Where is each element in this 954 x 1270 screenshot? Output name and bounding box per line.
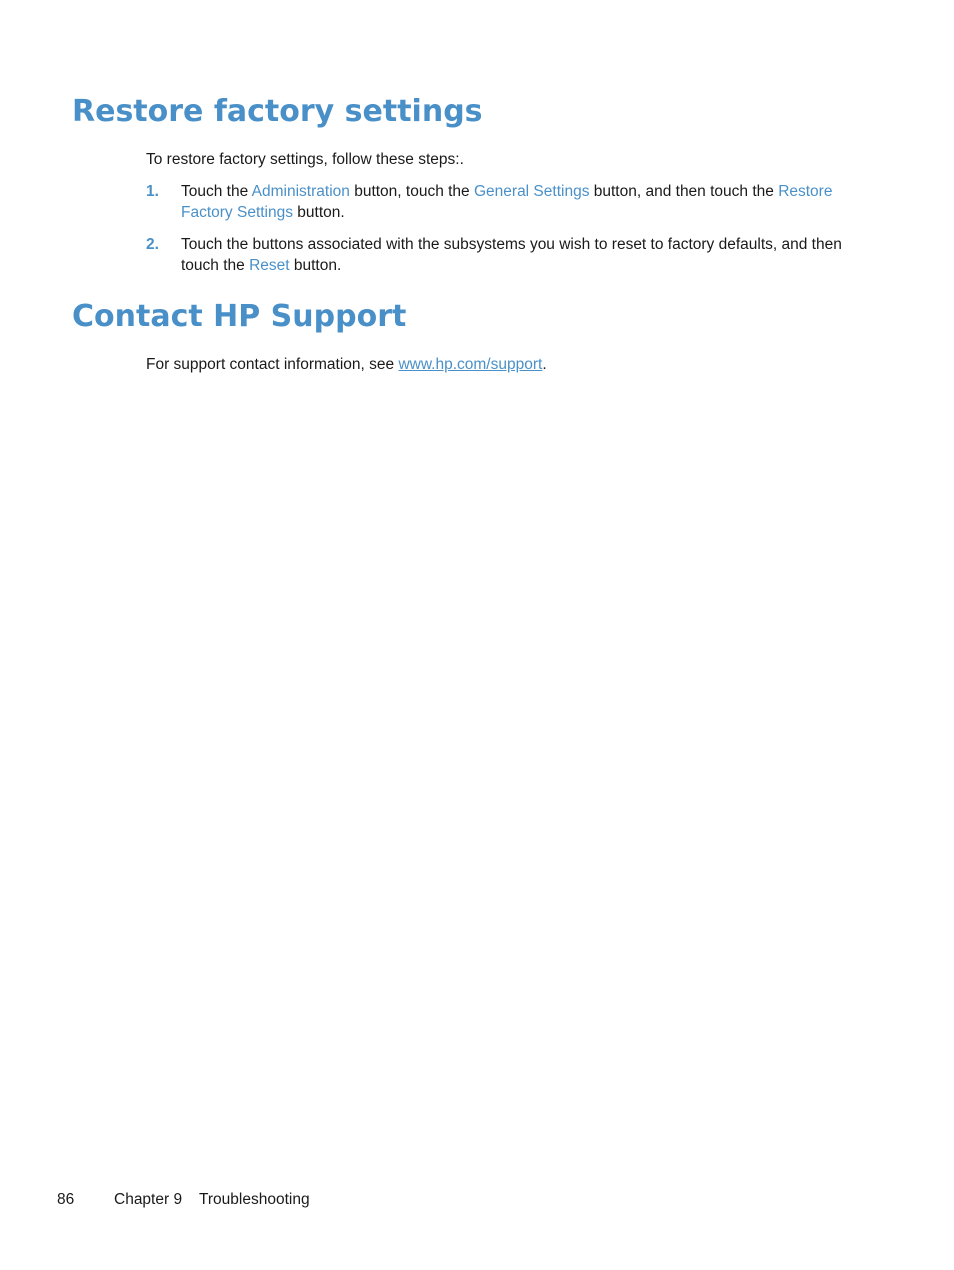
step-number: 1. [146,183,159,200]
step-number: 2. [146,236,159,253]
step-text-part: button. [289,257,342,274]
step-text-part: button, touch the [349,183,474,200]
support-text-part: For support contact information, see [146,356,399,373]
step-text [181,234,866,276]
section-title-contact-hp-support: Contact HP Support [72,299,407,334]
footer-chapter: Chapter 9 [114,1191,183,1208]
intro-text: To restore factory settings, follow these steps:. [146,151,464,168]
step-text-part: button, and then touch the [589,183,779,200]
step-text-part: Touch the [181,183,252,200]
section-title-restore-factory-settings: Restore factory settings [72,94,483,129]
administration-link[interactable]: Administration [251,183,350,200]
page-number: 86 [57,1191,75,1208]
step-text-part: Touch the buttons associated with the subsystems you wish to reset to factory defaults, and then touch the [181,236,842,274]
reset-link[interactable]: Reset [249,257,290,274]
restore-factory-settings-link[interactable]: Restore Factory Settings [181,183,833,221]
footer-chapter-title: Troubleshooting [199,1191,310,1208]
support-text-end: . [542,356,547,373]
support-text [146,354,547,375]
list-item [146,181,866,223]
general-settings-link[interactable]: General Settings [473,183,590,200]
step-text [181,181,866,223]
hp-support-url-link[interactable]: www.hp.com/support [398,356,543,373]
list-item [146,234,866,276]
step-text-part: button. [293,204,345,221]
